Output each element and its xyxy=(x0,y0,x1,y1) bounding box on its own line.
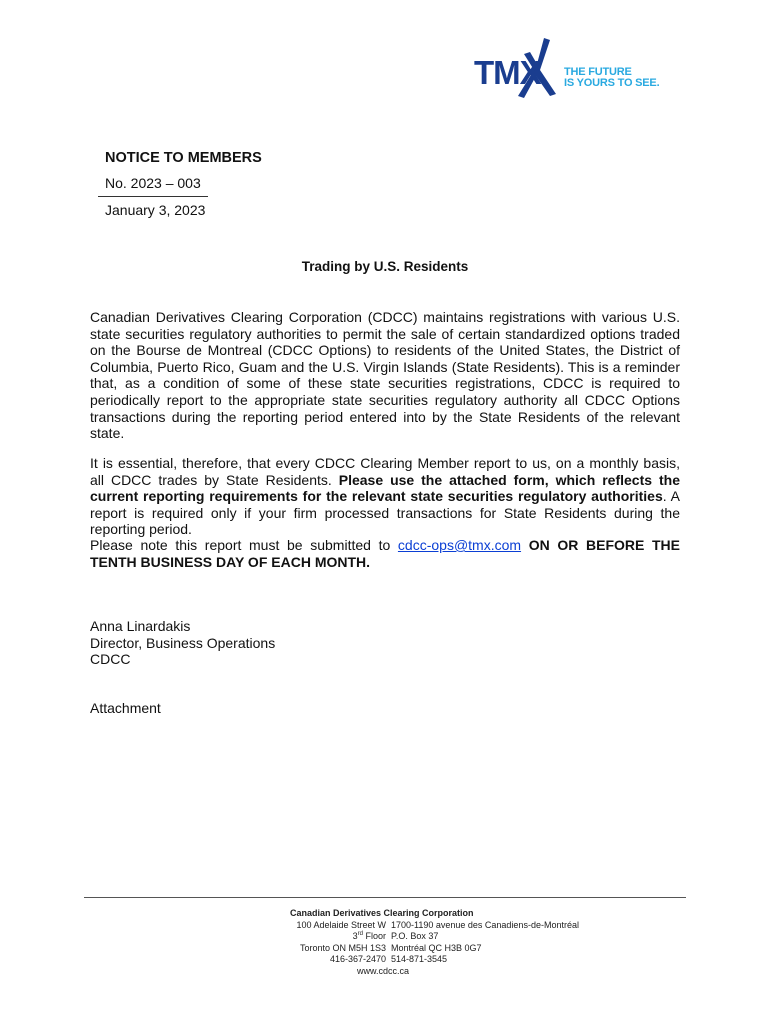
paragraph-2 xyxy=(90,455,680,538)
signature-org: CDCC xyxy=(90,651,131,668)
paragraph-1: Canadian Derivatives Clearing Corporation (CDCC) maintains registrations with various U.S. state securities regulatory authorities to permit the sale of certain standardized options traded on the Bourse de Montreal (CDCC Options) to residents of the United States, the District of Columbia, Puerto Rico, Guam and the U.S. Virgin Islands (State Residents). This is a reminder that, as a condition of some of these state securities registrations, CDCC is required to periodically report to the appropriate state securities regulatory authority all CDCC Options transactions during the reporting period entered into by the State Residents of the relevant state. xyxy=(90,309,680,442)
signature-name: Anna Linardakis xyxy=(90,618,191,634)
notice-title: NOTICE TO MEMBERS xyxy=(105,150,262,166)
email-link[interactable]: cdcc-ops@tmx.com xyxy=(397,537,522,553)
signature-block xyxy=(90,618,275,668)
paragraph-2-start: It is essential, therefore, that every CDCC Clearing Member report to us, on a monthly basis, all CDCC trades by State Residents. xyxy=(90,455,680,488)
paragraph-3-bold: ON OR BEFORE THE TENTH BUSINESS DAY OF EACH MONTH. xyxy=(90,537,680,570)
footer-right-line2: P.O. Box 37 xyxy=(391,931,439,941)
footer-floor-number: 3 xyxy=(352,931,358,941)
footer-right-line1: 1700-1190 avenue des Canadiens-de-Montréal xyxy=(391,919,579,930)
attachment-label: Attachment xyxy=(90,700,161,716)
logo-brand-text: TMX xyxy=(474,54,541,91)
footer-floor-word: Floor xyxy=(362,931,386,941)
footer-right-line4: 514-871-3545 xyxy=(391,954,448,964)
paragraph-3-start: Please note this report must be submitted to xyxy=(90,537,398,553)
footer-divider xyxy=(84,897,686,898)
footer-website[interactable]: www.cdcc.ca xyxy=(357,965,410,976)
notice-date: January 3, 2023 xyxy=(105,202,206,218)
logo-tagline-line1: THE FUTURE xyxy=(564,66,632,78)
footer-company: Canadian Derivatives Clearing Corporation xyxy=(290,908,474,918)
signature-title: Director, Business Operations xyxy=(90,634,276,651)
paragraph-3 xyxy=(90,537,680,570)
footer-right-line3: Montréal QC H3B 0G7 xyxy=(391,942,482,953)
notice-number: No. 2023 – 003 xyxy=(105,175,201,191)
subject-heading: Trading by U.S. Residents xyxy=(301,259,469,274)
footer-left-line3: Toronto ON M5H 1S3 xyxy=(299,942,386,953)
tmx-logo xyxy=(470,34,670,120)
logo-tagline-line2: IS YOURS TO SEE. xyxy=(564,77,660,89)
footer-left-line4: 416-367-2470 xyxy=(329,954,386,964)
paragraph-2-end: . A report is required only if your firm processed transactions for State Residents during the reporting period. xyxy=(90,488,680,538)
footer-toronto-address xyxy=(296,920,386,966)
footer-left-line2 xyxy=(296,931,386,943)
paragraph-2-bold: Please use the attached form, which reflects the current reporting requirements for the relevant state securities regulatory authorities xyxy=(90,471,680,505)
footer-left-line1: 100 Adelaide Street W xyxy=(296,919,386,930)
footer-montreal-address xyxy=(391,920,579,966)
notice-divider xyxy=(98,196,208,197)
footer-floor-suffix: rd xyxy=(357,931,363,937)
logo-tagline xyxy=(564,67,659,89)
